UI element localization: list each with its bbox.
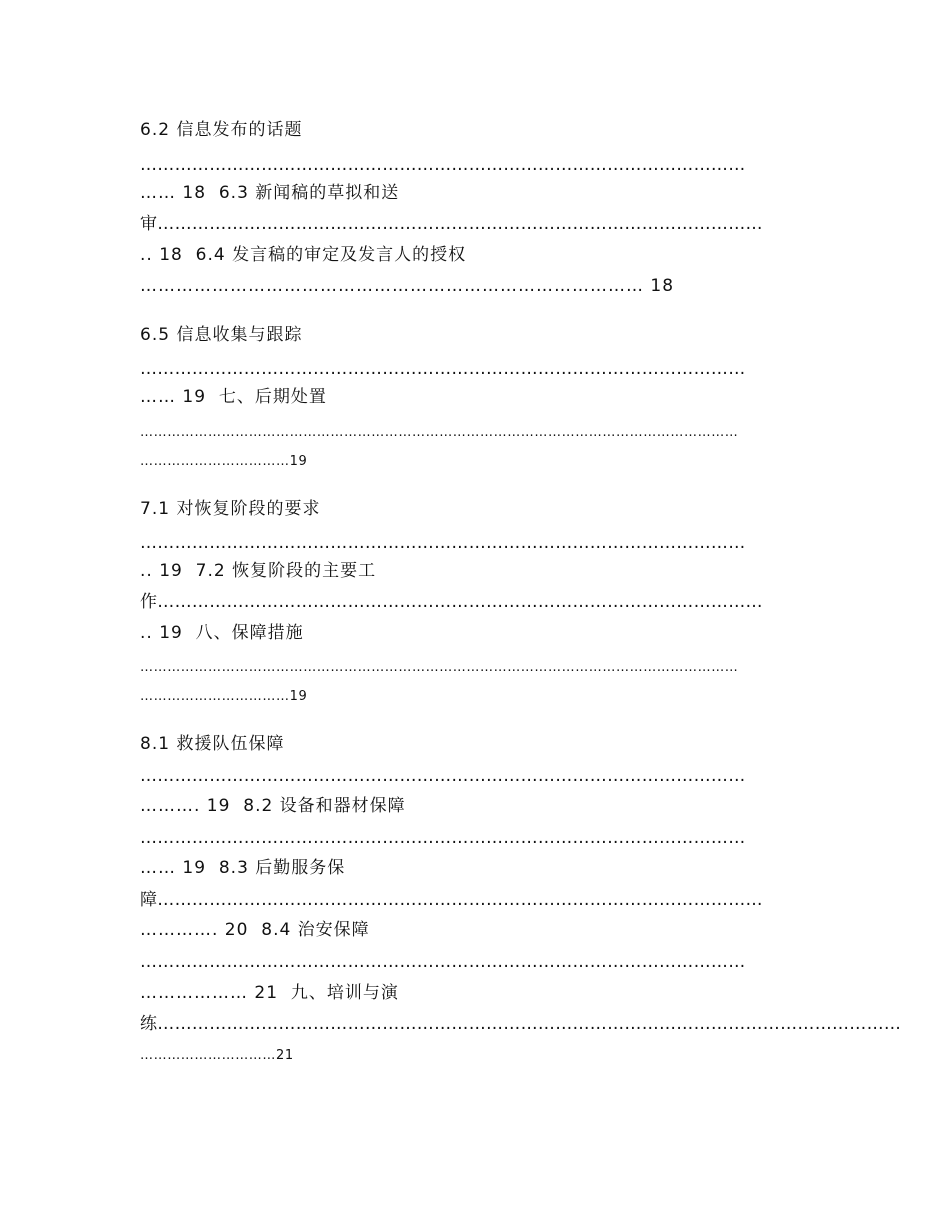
toc-line: ………. 19 8.2 设备和器材保障 [140,796,406,816]
toc-line: …………………………………………………………………………………………………………………… [140,425,739,440]
toc-line: …… 19 七、后期处置 [140,387,327,407]
toc-line: ………………………………………………………………………… 18 [140,276,675,296]
toc-line: …………. 20 8.4 治安保障 [140,920,370,940]
toc-line: .. 19 八、保障措施 [140,623,304,643]
toc-line: …………………………………………………………………………………………… [140,533,746,553]
toc-line: 审…………………………………………………………………………………………… [140,214,763,234]
toc-line: ……………… 21 九、培训与演 [140,983,399,1003]
toc-line: …… 19 8.3 后勤服务保 [140,858,346,878]
toc-line: …………………………21 [140,1048,294,1063]
toc-line: …………………………………………………………………………………………… [140,766,746,786]
toc-line: 8.1 救援队伍保障 [140,734,285,754]
toc-line: …………………………………………………………………………………………… [140,952,746,972]
toc-line: 6.5 信息收集与跟踪 [140,325,303,345]
toc-line: …… 18 6.3 新闻稿的草拟和送 [140,183,400,203]
toc-line: …………………………………………………………………………………………… [140,359,746,379]
toc-line: ……………………………19 [140,454,308,469]
toc-line: 6.2 信息发布的话题 [140,120,303,140]
toc-line: …………………………………………………………………………………………………………………… [140,660,739,675]
toc-line: ……………………………19 [140,689,308,704]
toc-line: 障…………………………………………………………………………………………… [140,890,763,910]
toc-line: .. 18 6.4 发言稿的审定及发言人的授权 [140,245,467,265]
toc-line: …………………………………………………………………………………………… [140,828,746,848]
toc-line: .. 19 7.2 恢复阶段的主要工 [140,561,377,581]
toc-line: 作…………………………………………………………………………………………… [140,592,763,612]
toc-line: 7.1 对恢复阶段的要求 [140,499,321,519]
toc-line: …………………………………………………………………………………………… [140,155,746,175]
toc-line: 练………………………………………………………………………………………………………………… [140,1014,902,1034]
